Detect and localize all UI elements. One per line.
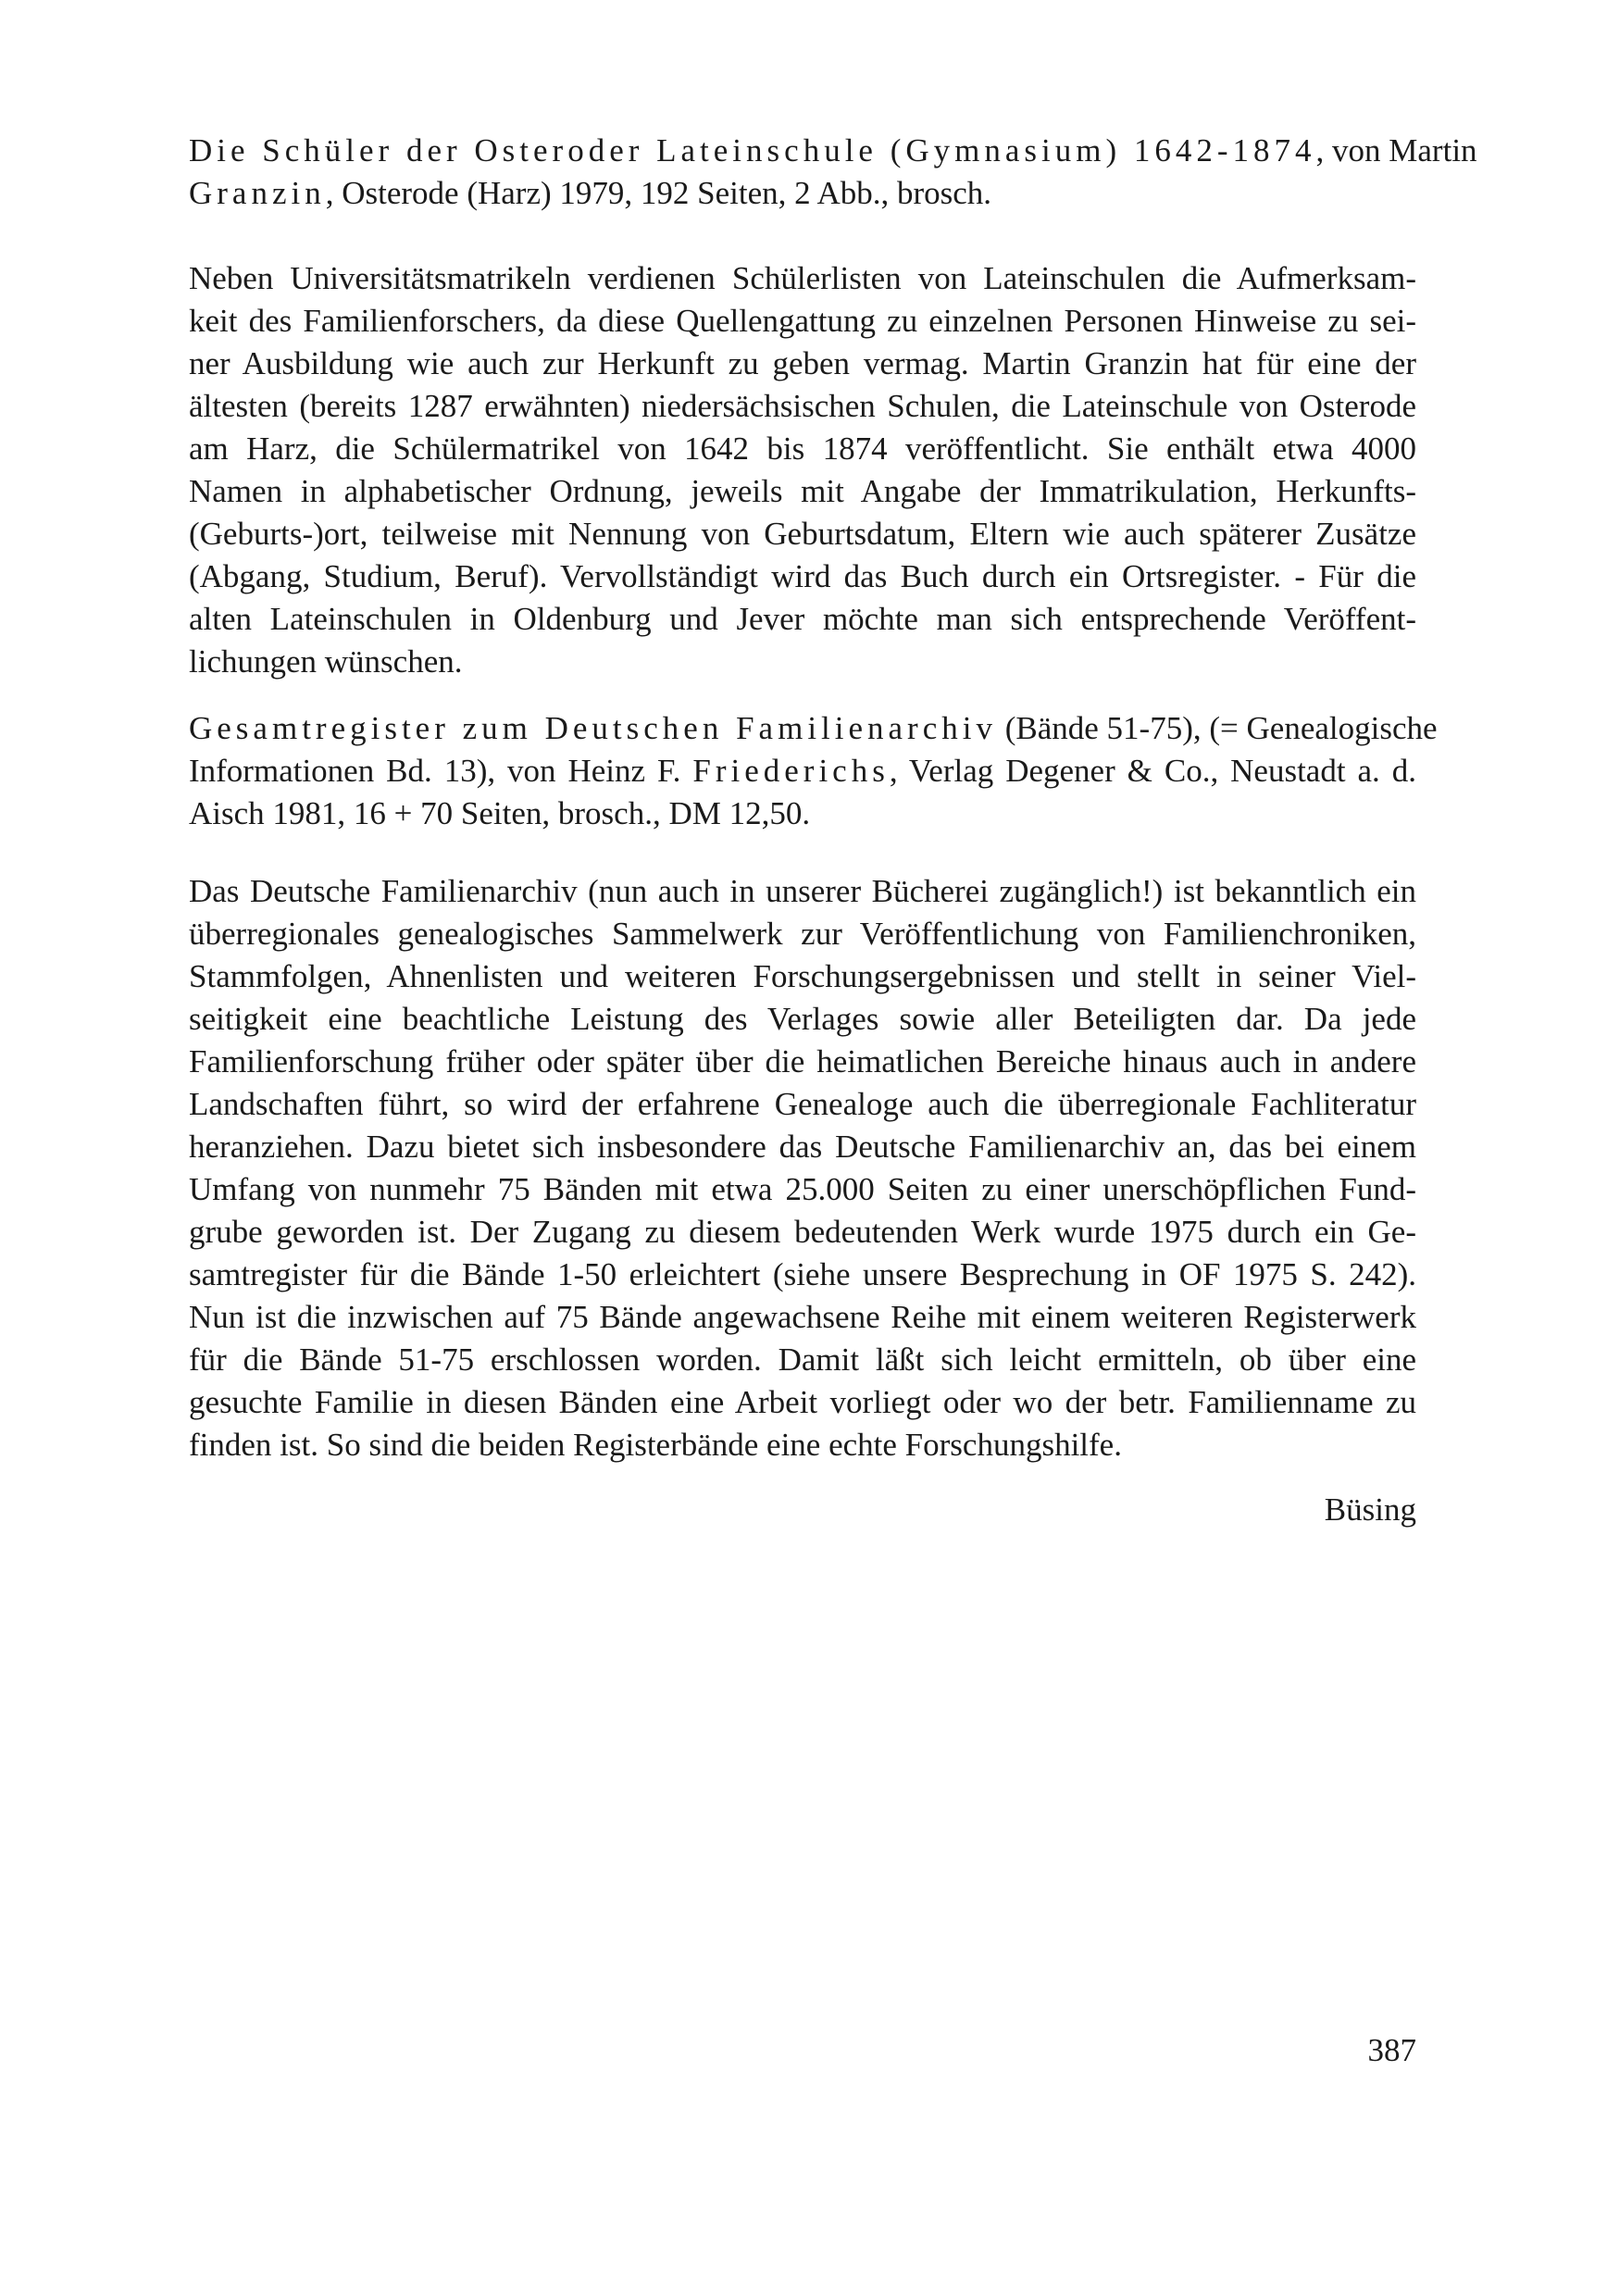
review-1-heading: [189, 130, 1477, 215]
review-1-body-line: (Geburts-)ort, teilweise mit Nennung von Geburtsdatum, Eltern wie auch späterer Zusätze: [189, 516, 1416, 552]
review-1-body-line: ältesten (bereits 1287 erwähnten) niedersächsischen Schulen, die Lateinschule von Osterode: [189, 388, 1416, 424]
review-2-editor: Friederichs: [692, 753, 890, 789]
review-2-heading-line-2: [189, 750, 1416, 792]
review-1-body-line: lichungen wünschen.: [189, 643, 463, 680]
review-2-body-line: heranziehen. Dazu bietet sich insbesondere das Deutsche Familienarchiv an, das bei einem: [189, 1129, 1416, 1165]
review-2-body-line: Umfang von nunmehr 75 Bänden mit etwa 25.000 Seiten zu einer unerschöpflichen Fund-: [189, 1171, 1416, 1207]
review-2-body-line: Familienforschung früher oder später über die heimatlichen Bereiche hinaus auch in andere: [189, 1043, 1416, 1079]
review-2-book-title: Gesamtregister zum Deutschen Familienarchiv: [189, 710, 997, 746]
review-1-body-line: keit des Familienforschers, da diese Quellengattung zu einzelnen Personen Hinweise zu sei-: [189, 303, 1416, 339]
reviewer-signature: Büsing: [1324, 1491, 1416, 1528]
review-1-body-line: alten Lateinschulen in Oldenburg und Jever möchte man sich entsprechende Veröffent-: [189, 601, 1416, 637]
review-2-body-line: für die Bände 51-75 erschlossen worden. Damit läßt sich leicht ermitteln, ob über eine: [189, 1341, 1416, 1378]
review-2-body-line: überregionales genealogisches Sammelwerk zur Veröffentlichung von Familienchroniken,: [189, 916, 1416, 952]
review-1-author: Granzin: [189, 175, 326, 211]
review-2-body-line: Stammfolgen, Ahnenlisten und weiteren Forschungsergebnissen und stellt in seiner Viel-: [189, 958, 1416, 994]
review-2-body-line: finden ist. So sind die beiden Registerbände eine echte Forschungshilfe.: [189, 1427, 1122, 1463]
review-2-heading-rest: (Bände 51-75), (= Genealogische: [996, 710, 1438, 746]
review-2-body-line: Landschaften führt, so wird der erfahrene Genealoge auch die überregionale Fachliteratur: [189, 1086, 1416, 1122]
review-1-heading-line-1: [189, 130, 1477, 172]
review-2-body: [189, 870, 1416, 1466]
review-2-body-line: samtregister für die Bände 1-50 erleichtert (siehe unsere Besprechung in OF 1975 S. 242).: [189, 1256, 1416, 1292]
review-1-book-title: Die Schüler der Osteroder Lateinschule (Gymnasium) 1642-1874: [189, 132, 1316, 168]
review-1-publication-info: , Osterode (Harz) 1979, 192 Seiten, 2 Abb., brosch.: [325, 175, 992, 211]
review-1-body-line: (Abgang, Studium, Beruf). Vervollständigt wird das Buch durch ein Ortsregister. - Für die: [189, 558, 1416, 594]
review-2-body-line: seitigkeit eine beachtliche Leistung des Verlages sowie aller Beteiligten dar. Da jede: [189, 1001, 1416, 1037]
review-1-body: [189, 257, 1416, 683]
review-1-body-line: Namen in alphabetischer Ordnung, jeweils mit Angabe der Immatrikulation, Herkunfts-: [189, 473, 1416, 509]
review-2-heading-line-1: [189, 707, 1438, 750]
review-2-series-info: Informationen Bd. 13), von Heinz F.: [189, 753, 693, 789]
review-1-heading-rest: , von Martin: [1315, 132, 1477, 168]
review-2-heading: [189, 707, 1438, 835]
review-2-publisher: , Verlag Degener & Co., Neustadt a. d.: [889, 753, 1416, 789]
review-2-body-line: gesuchte Familie in diesen Bänden eine Arbeit vorliegt oder wo der betr. Familienname zu: [189, 1384, 1416, 1420]
review-1-body-line: am Harz, die Schülermatrikel von 1642 bis 1874 veröffentlicht. Sie enthält etwa 4000: [189, 430, 1416, 467]
review-1-heading-line-2: [189, 172, 1416, 215]
page-number: 387: [1367, 2032, 1416, 2068]
review-2-body-line: Nun ist die inzwischen auf 75 Bände angewachsene Reihe mit einem weiteren Registerwerk: [189, 1299, 1416, 1335]
review-1-body-line: Neben Universitätsmatrikeln verdienen Schülerlisten von Lateinschulen die Aufmerksam-: [189, 260, 1416, 296]
review-2-body-line: grube geworden ist. Der Zugang zu diesem bedeutenden Werk wurde 1975 durch ein Ge-: [189, 1214, 1416, 1250]
review-1-body-line: ner Ausbildung wie auch zur Herkunft zu geben vermag. Martin Granzin hat für eine der: [189, 345, 1416, 381]
review-2-body-line: Das Deutsche Familienarchiv (nun auch in unserer Bücherei zugänglich!) ist bekanntlich ein: [189, 873, 1416, 909]
review-2-publication-info: Aisch 1981, 16 + 70 Seiten, brosch., DM 12,50.: [189, 795, 811, 831]
